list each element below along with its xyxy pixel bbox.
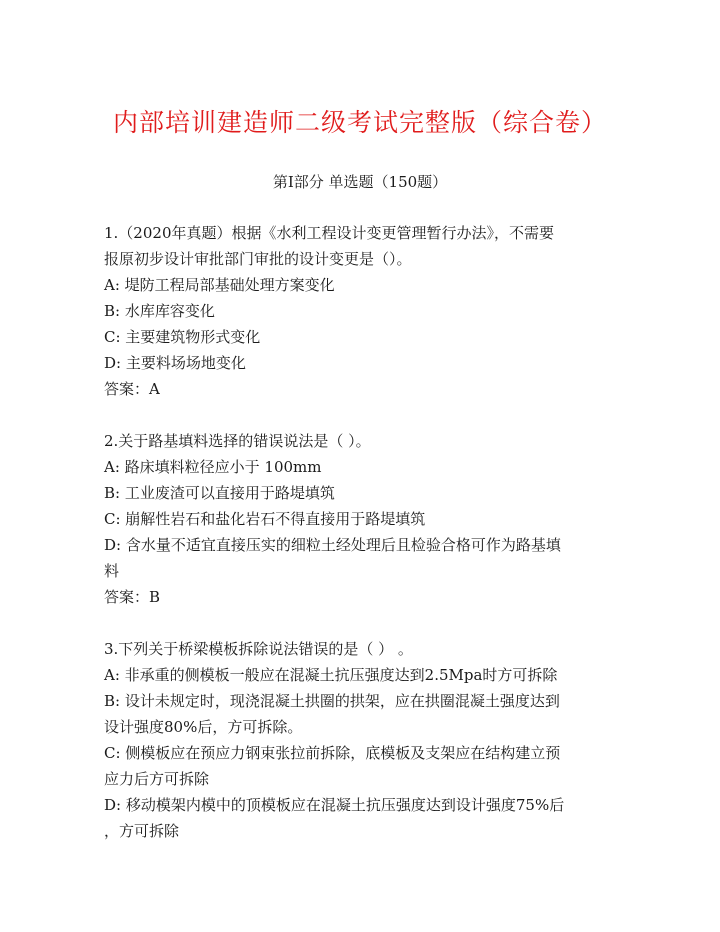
answer-option-c: 应力后方可拆除 [104, 770, 210, 788]
answer-option-c: C: 主要建筑物形式变化 [104, 328, 261, 346]
answer-option-c: C: 侧模板应在预应力钢束张拉前拆除，底模板及支架应在结构建立预 [104, 744, 561, 762]
answer-option-c: C: 崩解性岩石和盐化岩石不得直接用于路堤填筑 [104, 510, 426, 528]
question-list [104, 220, 624, 870]
answer-option-d: D: 移动模架内模中的顶模板应在混凝土抗压强度达到设计强度75%后 [104, 796, 565, 814]
answer-option-d: D: 含水量不适宜直接压实的细粒土经处理后且检验合格可作为路基填 [104, 536, 561, 554]
question-stem: 3.下列关于桥梁模板拆除说法错误的是（ ） 。 [104, 640, 413, 658]
question-stem: 报原初步设计审批部门审批的设计变更是（）。 [104, 250, 412, 268]
question-item [104, 636, 624, 844]
answer-option-a: A: 非承重的侧模板一般应在混凝土抗压强度达到2.5Mpa时方可拆除 [104, 666, 558, 684]
answer-option-a: A: 路床填料粒径应小于 100mm [104, 458, 322, 476]
answer-option-d: 料 [104, 562, 120, 580]
question-item [104, 428, 624, 610]
answer-option-d: D: 主要料场场地变化 [104, 354, 246, 372]
answer-option-a: A: 堤防工程局部基础处理方案变化 [104, 276, 335, 294]
section-heading: 第I部分 单选题（150题） [272, 173, 448, 191]
question-item [104, 220, 624, 402]
document-title: 内部培训建造师二级考试完整版（综合卷） [112, 108, 607, 137]
answer-option-b: B: 水库库容变化 [104, 302, 215, 320]
answer-option-b: 设计强度80%后，方可拆除。 [104, 718, 303, 736]
answer-key: 答案：A [104, 380, 160, 398]
answer-option-b: B: 设计未规定时，现浇混凝土拱圈的拱架，应在拱圈混凝土强度达到 [104, 692, 560, 710]
answer-key: 答案：B [104, 588, 161, 606]
answer-option-b: B: 工业废渣可以直接用于路堤填筑 [104, 484, 335, 502]
question-stem: 1.（2020年真题）根据《水利工程设计变更管理暂行办法》，不需要 [104, 224, 554, 242]
answer-option-d: ，方可拆除 [104, 822, 180, 840]
question-stem: 2.关于路基填料选择的错误说法是（ ）。 [104, 432, 371, 450]
